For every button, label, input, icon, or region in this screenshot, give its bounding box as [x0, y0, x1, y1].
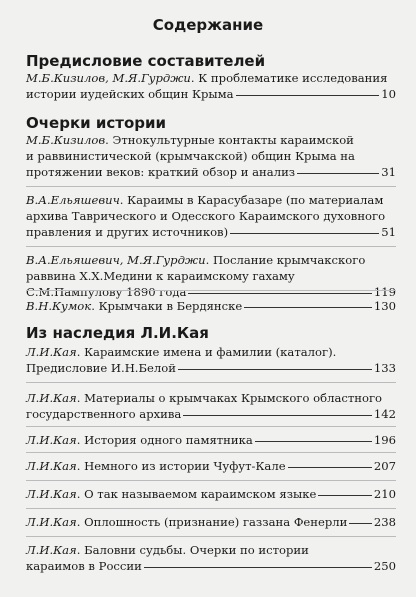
page-number: 130: [373, 299, 396, 313]
divider: [26, 186, 396, 187]
entry-last-line: [26, 514, 396, 530]
toc-entry: [26, 70, 396, 102]
divider: [26, 290, 396, 291]
entry-title: . Караимы в Карасубазаре (по материалам: [119, 193, 384, 207]
entry-author: Л.И.Кая: [26, 391, 77, 405]
leader-line: [188, 293, 371, 294]
entry-title: С.М.Пампулову 1890 года: [26, 285, 187, 299]
entry-line: [26, 192, 396, 208]
entry-title: . К проблематике исследования: [190, 71, 388, 85]
toc-entry: [26, 298, 396, 314]
entry-author: Л.И.Кая: [26, 345, 77, 359]
entry-title: . Крымчаки в Бердянске: [91, 299, 243, 313]
page-number: 210: [373, 487, 396, 501]
leader-line: [144, 567, 372, 568]
leader-line: [183, 415, 372, 416]
leader-line: [288, 467, 372, 468]
entry-last-line: [26, 432, 396, 448]
entry-author: Л.И.Кая: [26, 515, 77, 529]
entry-author: В.А.Ельяшевич: [26, 193, 120, 207]
entry-line: [26, 514, 347, 530]
entry-last-line: [26, 360, 396, 376]
page-title: Содержание: [152, 16, 264, 34]
entry-title: правления и других источников): [26, 225, 229, 239]
leader-line: [230, 233, 379, 234]
entry-title: . Материалы о крымчаках Крымского областного: [76, 391, 383, 405]
toc-entry: [26, 432, 396, 448]
divider: [26, 480, 396, 481]
divider: [26, 382, 396, 383]
toc-entry: [26, 514, 396, 530]
entry-author: В.А.Ельяшевич, М.Я.Гурджи: [26, 253, 206, 267]
page-number: 250: [373, 559, 396, 573]
toc-entry: [26, 390, 396, 422]
entry-line: [26, 542, 396, 558]
entry-title: государственного архива: [26, 407, 182, 421]
entry-title: . Оплошность (признание) газзана Фенерли: [76, 515, 348, 529]
page-number: 10: [381, 87, 396, 101]
entry-author: Л.И.Кая: [26, 459, 77, 473]
entry-last-line: [26, 486, 396, 502]
entry-line: [26, 298, 242, 314]
entry-title: . Этнокультурные контакты караимской: [105, 133, 354, 147]
entry-line: [26, 132, 396, 148]
entry-title: Предисловие И.Н.Белой: [26, 361, 176, 375]
page-number: 238: [373, 515, 396, 529]
page-number: 196: [373, 433, 396, 447]
entry-author: В.Н.Кумок: [26, 299, 92, 313]
leader-line: [178, 369, 372, 370]
entry-title: караимов в России: [26, 559, 142, 573]
divider: [26, 426, 396, 427]
page-number: 133: [373, 361, 396, 375]
leader-line: [297, 173, 379, 174]
toc-entry: [26, 132, 396, 180]
page-number: 207: [373, 459, 396, 473]
leader-line: [236, 95, 380, 96]
toc-entry: [26, 458, 396, 474]
entry-line: [26, 486, 316, 502]
page-number: 142: [373, 407, 396, 421]
divider: [26, 536, 396, 537]
toc-entry: [26, 542, 396, 574]
entry-last-line: [26, 558, 396, 574]
entry-title: раввина Х.Х.Медини к караимскому гахаму: [26, 269, 295, 283]
toc-entry: [26, 252, 396, 300]
entry-last-line: [26, 458, 396, 474]
entry-title: . О так называемом караимском языке: [76, 487, 317, 501]
entry-last-line: [26, 224, 396, 240]
entry-author: М.Б.Кизилов, М.Я.Гурджи: [26, 71, 191, 85]
entry-line: [26, 344, 396, 360]
toc-entry: [26, 344, 396, 376]
entry-line: [26, 70, 396, 86]
entry-title: истории иудейских общин Крыма: [26, 87, 234, 101]
leader-line: [255, 441, 372, 442]
entry-author: Л.И.Кая: [26, 543, 77, 557]
page-number: 119: [373, 285, 396, 299]
entry-line: [26, 458, 286, 474]
entry-author: Л.И.Кая: [26, 433, 77, 447]
entry-title: и раввинистической (крымчакской) общин Крыма на: [26, 149, 355, 163]
divider: [26, 246, 396, 247]
entry-last-line: [26, 164, 396, 180]
entry-author: Л.И.Кая: [26, 487, 77, 501]
entry-last-line: [26, 406, 396, 422]
divider: [26, 508, 396, 509]
entry-title: архива Таврического и Одесского Караимского духовного: [26, 209, 386, 223]
entry-line: [26, 390, 396, 406]
toc-entry: [26, 192, 396, 240]
entry-title: . Немного из истории Чуфут-Кале: [76, 459, 286, 473]
section-heading: Очерки истории: [26, 114, 167, 132]
toc-entry: [26, 486, 396, 502]
entry-title: . История одного памятника: [76, 433, 253, 447]
entry-line: [26, 432, 253, 448]
entry-title: . Караимские имена и фамилии (каталог).: [76, 345, 337, 359]
page-number: 51: [381, 225, 396, 239]
entry-last-line: [26, 298, 396, 314]
entry-line: [26, 252, 396, 268]
entry-title: протяжении веков: краткий обзор и анализ: [26, 165, 296, 179]
entry-title: . Послание крымчакского: [205, 253, 366, 267]
entry-title: . Баловни судьбы. Очерки по истории: [76, 543, 309, 557]
page-number: 31: [381, 165, 396, 179]
section-heading: Предисловие составителей: [26, 52, 266, 70]
section-heading: Из наследия Л.И.Кая: [26, 324, 209, 342]
entry-author: М.Б.Кизилов: [26, 133, 106, 147]
leader-line: [318, 495, 371, 496]
leader-line: [244, 307, 372, 308]
divider: [26, 452, 396, 453]
entry-last-line: [26, 86, 396, 102]
leader-line: [349, 523, 371, 524]
